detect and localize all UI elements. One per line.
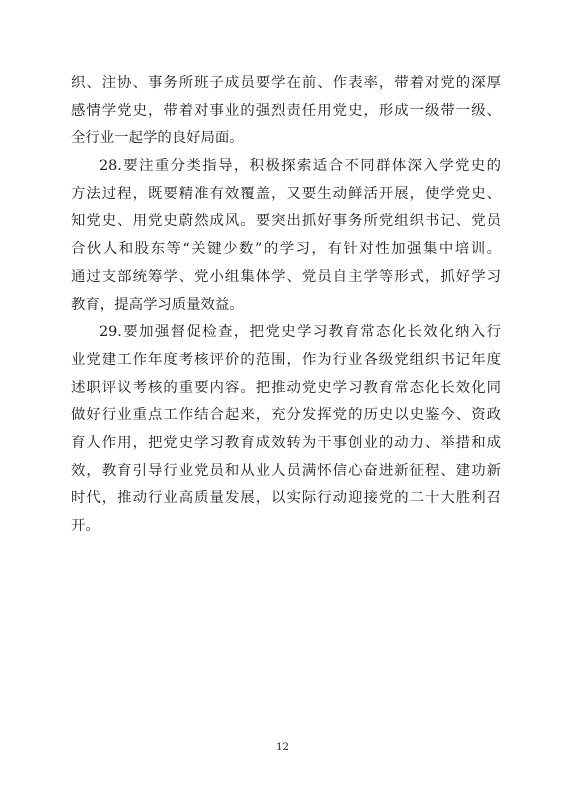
text-line: 通过支部统筹学、党小组集体学、党员自主学等形式，抓好学习 bbox=[71, 268, 501, 285]
body-text bbox=[71, 70, 501, 541]
text-line: 织、注协、事务所班子成员要学在前、作表率，带着对党的深厚 bbox=[71, 75, 501, 91]
text-line: 述职评议考核的重要内容。把推动党史学习教育常态化长效化同 bbox=[71, 379, 501, 396]
text-line: 感情学党史，带着对事业的强烈责任用党史，形成一级带一级、 bbox=[71, 102, 501, 119]
text-line: 知党史、用党史蔚然成风。要突出抓好事务所党组织书记、党员 bbox=[71, 213, 501, 230]
text-line: 教育，提高学习质量效益。 bbox=[71, 296, 244, 313]
text-line: 合伙人和股东等“关键少数”的学习，有针对性加强集中培训。 bbox=[71, 241, 501, 258]
page-number: 12 bbox=[276, 742, 289, 753]
text-line: 29.要加强督促检查，把党史学习教育常态化长效化纳入行 bbox=[99, 324, 501, 341]
text-line: 业党建工作年度考核评价的范围，作为行业各级党组织书记年度 bbox=[71, 351, 501, 368]
text-line: 28.要注重分类指导，积极探索适合不同群体深入学党史的 bbox=[99, 158, 501, 175]
text-line: 育人作用，把党史学习教育成效转为干事创业的动力、举措和成 bbox=[71, 434, 501, 451]
text-line: 全行业一起学的良好局面。 bbox=[71, 130, 244, 147]
text-line: 时代，推动行业高质量发展，以实际行动迎接党的二十大胜利召 bbox=[71, 490, 501, 507]
text-line: 做好行业重点工作结合起来，充分发挥党的历史以史鉴今、资政 bbox=[71, 407, 501, 424]
text-line: 效，教育引导行业党员和从业人员满怀信心奋进新征程、建功新 bbox=[71, 462, 501, 479]
text-line: 开。 bbox=[71, 518, 100, 534]
text-line: 方法过程，既要精准有效覆盖，又要生动鲜活开展，使学党史、 bbox=[71, 185, 501, 202]
